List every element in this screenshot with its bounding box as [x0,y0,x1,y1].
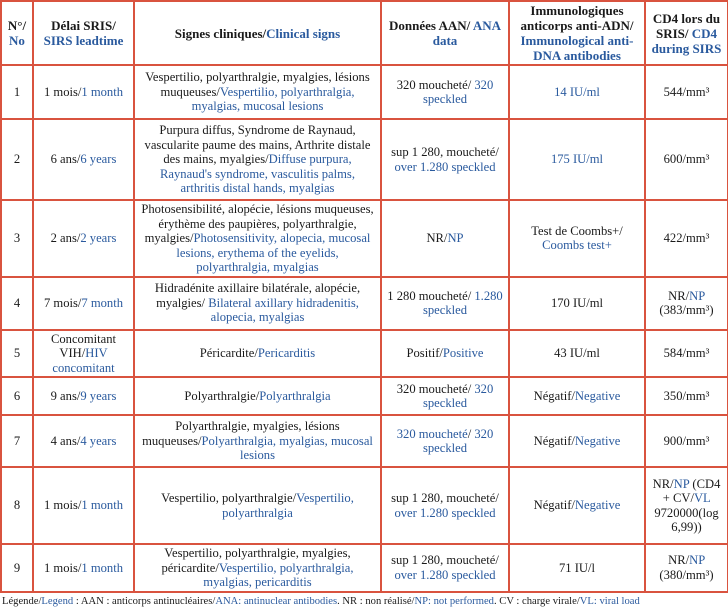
english-text: 320 moucheté [396,426,468,441]
french-text: Positif/ [406,346,443,360]
english-text: Coombs test+ [542,238,612,253]
french-text: 9 [13,560,21,575]
french-text: Négatif/ [533,433,575,448]
cell-cd4-count [645,200,728,277]
cell-clinical-signs [134,277,381,330]
french-text: 350/mm³ [663,388,710,403]
cell-anti-dna-antibodies [509,277,645,330]
cell-clinical-signs [134,119,381,200]
french-text: 7 mois/ [43,295,82,310]
english-text: Negative [574,498,621,513]
french-text: Légende/ [2,595,42,607]
english-text: 1 month [81,84,124,99]
cell-sirs-leadtime [33,200,134,277]
french-text: 6 [13,388,21,403]
cell-cd4-count [645,415,728,467]
french-text: sup 1 280, moucheté/ [391,491,499,505]
french-text: 7 [13,433,21,448]
cell-sirs-leadtime [33,377,134,415]
english-text: Pericarditis [257,346,316,360]
cell-clinical-signs [134,330,381,378]
french-text: . CV : charge virale/ [493,595,580,607]
french-text: NR/ [668,553,690,568]
cell-patient-number [1,330,33,378]
cell-anti-dna-antibodies [509,330,645,378]
french-text: 4 [13,295,21,310]
english-text: NP [673,476,690,491]
english-text: Immunological anti-DNA antibodies [520,33,634,63]
cell-cd4-count [645,377,728,415]
english-text: NP: not performed [414,595,494,607]
table-legend [0,593,728,609]
cell-ana-data [381,200,509,277]
english-text: 4 years [80,433,117,448]
french-text: 43 IU/ml [554,346,600,360]
french-text: Immunologiques anticorps anti-ADN/ [520,3,634,33]
french-text: 544/mm³ [663,84,710,99]
english-text: 7 month [81,295,124,310]
french-text: Péricardite/ [199,346,258,360]
french-text: 9 ans/ [50,388,81,403]
cell-clinical-signs [134,200,381,277]
french-text: Photosensibilité, alopécie, lésions muqueuses, érythème des paupières, polyarthralgie, myalgies/ [141,202,374,245]
table-row [1,200,728,277]
english-text: ANA: antinuclear antibodies [215,595,338,607]
english-text: over 1.280 speckled [394,159,496,174]
french-text: 1 280 moucheté/ [387,288,475,303]
french-text: N°/ [7,18,27,33]
english-text: 1 month [81,498,124,513]
cell-ana-data [381,467,509,544]
french-text: (383/mm³) [659,303,714,317]
french-text: Signes cliniques/ [174,25,267,41]
cell-cd4-count [645,544,728,592]
cell-sirs-leadtime [33,544,134,592]
english-text: 1.280 speckled [422,288,503,317]
english-text: Positive [442,346,484,360]
french-text: . NR : non réalisé/ [337,595,415,607]
french-text: 3 [13,231,21,245]
french-text: Négatif/ [533,498,575,513]
cell-patient-number [1,119,33,200]
english-text: Legend [41,595,74,607]
cell-cd4-count [645,65,728,119]
french-text: 320 moucheté/ [396,77,475,92]
french-text: 900/mm³ [663,433,710,448]
column-header-patient-number [1,1,33,65]
french-text: 6 ans/ [50,152,81,167]
english-text: 2 years [80,231,117,245]
cell-ana-data [381,415,509,467]
french-text: Polyarthralgie/ [184,388,260,403]
cell-cd4-count [645,467,728,544]
cell-ana-data [381,65,509,119]
cell-cd4-count [645,277,728,330]
french-text: 1 mois/ [43,84,82,99]
french-text: (CD4 + CV/ [662,476,721,505]
english-text: 9 years [80,388,117,403]
french-text: 584/mm³ [663,346,710,360]
french-text: 71 IU/l [558,560,596,575]
english-text: Clinical signs [266,25,341,41]
english-text: HIV concomitant [52,346,115,375]
cell-patient-number [1,544,33,592]
french-text: 320 moucheté/ [396,381,475,396]
column-header-sirs-leadtime [33,1,134,65]
english-text: over 1.280 speckled [394,505,496,520]
english-text: VL [693,491,711,505]
column-header-cd4-count [645,1,728,65]
cell-sirs-leadtime [33,415,134,467]
cell-clinical-signs [134,377,381,415]
column-header-ana-data [381,1,509,65]
table-row [1,377,728,415]
french-text: Vespertilio, polyarthralgie/ [161,491,297,505]
french-text: 170 IU/ml [550,295,604,310]
english-text: NP [689,288,705,303]
cell-patient-number [1,415,33,467]
cell-ana-data [381,119,509,200]
table-row [1,467,728,544]
french-text: NR/ [668,288,690,303]
english-text: 320 speckled [422,426,494,455]
english-text: over 1.280 speckled [394,567,496,582]
header-row [1,1,728,65]
english-text: 320 speckled [422,77,494,106]
cell-ana-data [381,330,509,378]
french-text: 8 [13,498,21,513]
french-text: Négatif/ [533,388,575,403]
english-text: 175 IU/ml [550,152,604,167]
french-text: : AAN : anticorps antinucléaires/ [73,595,216,607]
french-text: Délai SRIS/ [51,18,116,33]
table-row [1,119,728,200]
cell-ana-data [381,377,509,415]
english-text: Photosensitivity, alopecia, mucosal lesions, erythema of the eyelids, polyarthralgia, myalgias [176,231,371,274]
english-text: Vespertilio, polyarthralgia, myalgias, mucosal lesions [191,84,355,114]
english-text: Bilateral axillary hidradenitis, alopecia, myalgias [208,295,359,325]
cell-clinical-signs [134,467,381,544]
english-text: CD4 during SIRS [651,25,722,56]
french-text: 4 ans/ [50,433,81,448]
french-text: Vespertilio, polyarthralgie, myalgies, péricardite/ [161,546,351,575]
cell-patient-number [1,65,33,119]
french-text: 2 [13,152,21,167]
english-text: SIRS leadtime [43,33,124,48]
french-text: Polyarthralgie, myalgies, lésions muqueuses/ [142,419,340,448]
english-text: Polyarthralgia, myalgias, mucosal lesions [201,433,373,463]
cell-sirs-leadtime [33,467,134,544]
french-text: 1 mois/ [43,560,82,575]
column-header-clinical-signs [134,1,381,65]
french-text: / [467,426,475,441]
cell-patient-number [1,377,33,415]
french-text: (380/mm³) [659,567,714,582]
french-text: 600/mm³ [663,152,710,167]
french-text: Hidradénite axillaire bilatérale, alopécie, myalgies/ [154,281,361,310]
table-row [1,277,728,330]
cell-patient-number [1,200,33,277]
cell-anti-dna-antibodies [509,377,645,415]
french-text: sup 1 280, moucheté/ [391,553,499,568]
cell-anti-dna-antibodies [509,415,645,467]
french-text: Vespertilio, polyarthralgie, myalgies, lésions muqueuses/ [145,70,370,99]
french-text: Purpura diffus, Syndrome de Raynaud, vascularite paume des mains, Arthrite distale des mains, myalgies/ [144,123,371,167]
english-text: Vespertilio, polyarthralgia, myalgias, pericarditis [203,560,354,589]
french-text: NR/ [652,476,674,491]
english-text: 1 month [81,560,124,575]
english-text: Negative [574,433,621,448]
cell-ana-data [381,544,509,592]
english-text: NP [689,553,705,568]
cell-cd4-count [645,330,728,378]
french-text: 422/mm³ [663,231,710,245]
cell-clinical-signs [134,65,381,119]
table-row [1,544,728,592]
french-text: Concomitant VIH/ [50,331,117,360]
english-text: No [9,33,25,48]
english-text: Negative [574,388,621,403]
french-text: 9720000(log 6,99)) [654,505,719,534]
cell-anti-dna-antibodies [509,65,645,119]
english-text: 320 speckled [422,381,494,410]
cell-clinical-signs [134,544,381,592]
french-text: 5 [13,346,21,360]
cell-sirs-leadtime [33,330,134,378]
english-text: 6 years [80,152,117,167]
french-text: CD4 lors du SRIS/ [652,10,721,41]
cell-patient-number [1,277,33,330]
english-text: ANA data [432,18,501,48]
french-text: Test de Coombs+/ [531,223,623,238]
cell-patient-number [1,467,33,544]
cell-ana-data [381,277,509,330]
cell-sirs-leadtime [33,119,134,200]
cell-anti-dna-antibodies [509,467,645,544]
cell-sirs-leadtime [33,65,134,119]
cell-cd4-count [645,119,728,200]
english-text: Polyarthralgia [259,388,331,403]
english-text: 14 IU/ml [554,84,600,99]
cell-sirs-leadtime [33,277,134,330]
french-text: NR/ [426,231,448,245]
french-text: Données AAN/ [389,18,473,33]
english-text: Vespertilio, polyarthralgia [222,491,354,520]
french-text: 2 ans/ [50,231,81,245]
french-text: 1 mois/ [43,498,82,513]
english-text: VL: viral load [579,595,640,607]
cell-anti-dna-antibodies [509,119,645,200]
table-row [1,65,728,119]
table-row [1,415,728,467]
table-row [1,330,728,378]
french-text: sup 1 280, moucheté/ [391,145,499,159]
english-text: NP [447,231,464,245]
cell-anti-dna-antibodies [509,544,645,592]
column-header-anti-dna-antibodies [509,1,645,65]
cell-anti-dna-antibodies [509,200,645,277]
french-text: 1 [13,84,21,99]
english-text: Diffuse purpura, Raynaud's syndrome, vasculitis palms, arthritis distal hands, myalgias [159,152,355,196]
cell-clinical-signs [134,415,381,467]
